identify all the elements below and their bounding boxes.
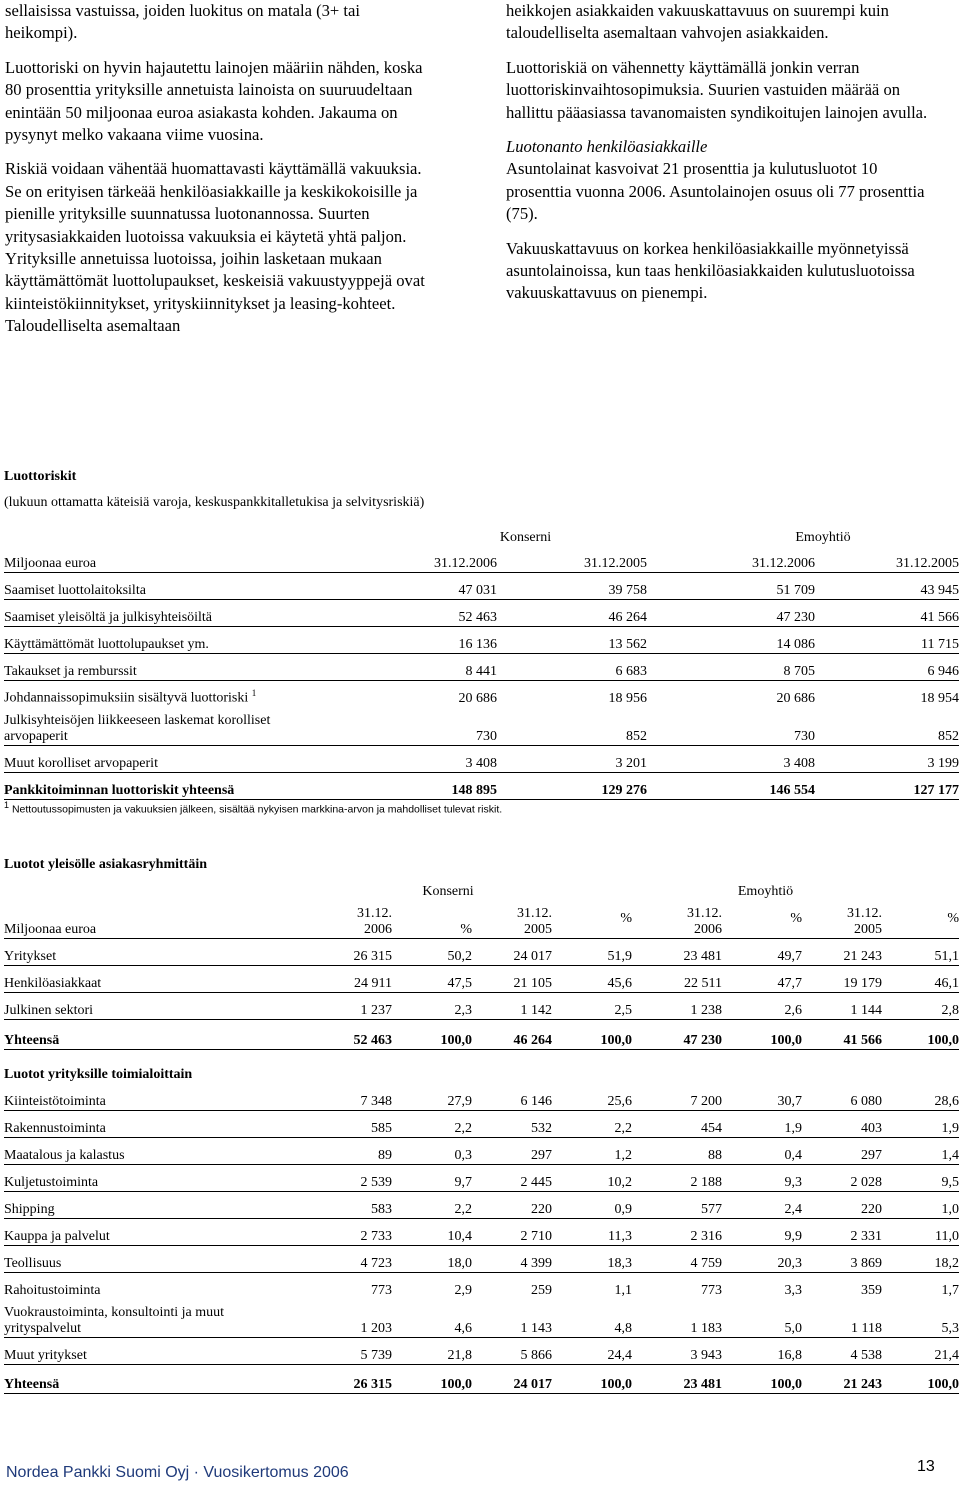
table-row (4, 1083, 959, 1110)
cell: 9,9 (722, 1218, 802, 1245)
cell: 46 264 (497, 599, 647, 626)
table-section-title: Luotot yrityksille toimialoittain (4, 1067, 193, 1082)
table-section-title-row (4, 1049, 959, 1083)
credit-risk-table-block (4, 468, 959, 800)
cell: 16 136 (404, 626, 497, 653)
cell: 2,5 (552, 992, 632, 1019)
column-header-pct: % (722, 900, 802, 938)
cell: 21 243 (802, 938, 882, 965)
row-label: Maatalous ja kalastus (4, 1137, 304, 1164)
column-header-pct: % (552, 900, 632, 938)
table-row (4, 1191, 959, 1218)
cell: 1 118 (802, 1299, 882, 1337)
group-label-emoyhtio: Emoyhtiö (737, 884, 794, 899)
cell: 3 199 (815, 745, 959, 772)
cell: 2 733 (304, 1218, 392, 1245)
table-row (4, 1245, 959, 1272)
cell: 0,3 (392, 1137, 472, 1164)
cell: 2 710 (472, 1218, 552, 1245)
cell: 28,6 (882, 1083, 959, 1110)
cell: 24,4 (552, 1337, 632, 1364)
cell: 18 956 (608, 691, 647, 706)
loans-table-block (4, 856, 959, 1394)
cell: 43 945 (815, 572, 959, 599)
column-header (304, 900, 392, 938)
cell: 2 539 (304, 1164, 392, 1191)
cell: 1,9 (882, 1110, 959, 1137)
row-label: Kiinteistötoiminta (4, 1083, 304, 1110)
cell: 100,0 (392, 1019, 472, 1049)
table-group-header (4, 878, 959, 900)
table-row (4, 745, 959, 772)
table-row (4, 680, 959, 707)
cell: 89 (304, 1137, 392, 1164)
row-label: Saamiset yleisöltä ja julkisyhteisöiltä (4, 599, 404, 626)
cell: 100,0 (552, 1019, 632, 1049)
cell: 47 031 (404, 572, 497, 599)
cell: 41 566 (802, 1019, 882, 1049)
cell: 51,1 (882, 938, 959, 965)
cell: 45,6 (552, 965, 632, 992)
cell: 773 (701, 1283, 722, 1298)
table-total-row (4, 1364, 959, 1393)
cell: 88 (632, 1137, 722, 1164)
column-header (632, 900, 722, 938)
table-row (4, 1110, 959, 1137)
cell: 24 017 (472, 938, 552, 965)
date-top: 31.12. (357, 905, 392, 921)
footnote-text: Nettoutussopimusten ja vakuuksien jälkeen, sisältää nykyisen markkina-arvon ja mahdolliset tulevat riskit. (11, 803, 503, 816)
cell: 22 511 (632, 965, 722, 992)
cell: 26 315 (304, 938, 392, 965)
cell: 5 866 (472, 1337, 552, 1364)
cell: 4,6 (392, 1299, 472, 1337)
cell: 4 723 (304, 1245, 392, 1272)
left-paragraph-2: Luottoriski on hyvin hajautettu lainojen määriin nähden, koska 80 prosenttia yrityksille annetuista lainoista on suuruudeltaan enintään 50 miljoonaa euroa asiakasta kohden. Jakauma on pysynyt melko vakaana viime vuosina. (5, 57, 423, 145)
unit-label: Miljoonaa euroa (4, 900, 304, 938)
cell: 4 538 (802, 1337, 882, 1364)
row-label: Yhteensä (4, 1364, 304, 1393)
table-row (4, 653, 959, 680)
row-label: Pankkitoiminnan luottoriskit yhteensä (4, 772, 404, 799)
cell: 30,7 (722, 1083, 802, 1110)
cell: 2,6 (722, 992, 802, 1019)
cell: 8 705 (647, 653, 815, 680)
cell: 100,0 (552, 1364, 632, 1393)
column-header: 31.12.2006 (647, 546, 815, 572)
cell: 852 (497, 707, 647, 745)
cell: 20,3 (722, 1245, 802, 1272)
cell: 359 (861, 1283, 882, 1298)
row-label: Kuljetustoiminta (4, 1164, 304, 1191)
cell: 21,4 (882, 1337, 959, 1364)
cell: 2 028 (802, 1164, 882, 1191)
cell: 3 869 (802, 1245, 882, 1272)
row-label-line-1: Julkisyhteisöjen liikkeeseen laskemat korolliset (4, 712, 271, 728)
cell: 1 237 (304, 992, 392, 1019)
cell: 10,2 (552, 1164, 632, 1191)
cell: 50,2 (392, 938, 472, 965)
cell: 8 441 (404, 653, 497, 680)
cell: 1,4 (882, 1137, 959, 1164)
cell: 4,8 (552, 1299, 632, 1337)
cell: 5,3 (882, 1299, 959, 1337)
right-paragraph-2: Luottoriskiä on vähennetty käyttämällä jonkin verran luottoriskinvaihtosopimuksia. Suurien vastuiden määrää on hallittu pääasiassa tavanomaisten syndikoitujen lainojen avulla. (506, 57, 928, 122)
row-label: Yritykset (4, 938, 304, 965)
table-total-row (4, 1019, 959, 1049)
cell: 852 (815, 707, 959, 745)
cell: 21,8 (392, 1337, 472, 1364)
cell: 3 408 (404, 745, 497, 772)
right-paragraph-3: Asuntolainat kasvoivat 21 prosenttia ja kulutusluotot 10 prosenttia vuonna 2006. Asuntolainojen osuus oli 77 prosenttia (75). (506, 159, 925, 224)
cell: 2,4 (722, 1191, 802, 1218)
cell: 52 463 (404, 599, 497, 626)
section-heading-henkiloasiakkaat: Luotonanto henkilöasiakkaille (506, 137, 708, 157)
cell: 14 086 (647, 626, 815, 653)
cell: 5 739 (304, 1337, 392, 1364)
credit-risk-table (4, 520, 959, 800)
table-row (4, 572, 959, 599)
cell: 10,4 (392, 1218, 472, 1245)
cell: 2,9 (454, 1283, 472, 1298)
cell: 100,0 (722, 1019, 802, 1049)
cell: 52 463 (304, 1019, 392, 1049)
row-label: Muut yritykset (4, 1337, 304, 1364)
cell: 1 142 (472, 992, 552, 1019)
cell: 18 954 (920, 691, 959, 706)
cell: 730 (647, 707, 815, 745)
table-group-header (4, 520, 959, 546)
cell: 1,7 (941, 1283, 959, 1298)
cell: 100,0 (882, 1364, 959, 1393)
page-number: 13 (917, 1458, 935, 1475)
cell: 41 566 (815, 599, 959, 626)
table-subtitle: (lukuun ottamatta käteisiä varoja, keskuspankkitalletukisa ja selvitysriskiä) (4, 495, 425, 510)
left-paragraph-1: sellaisissa vastuissa, joiden luokitus on matala (3+ tai heikompi). (5, 1, 361, 43)
year: 2006 (694, 921, 722, 937)
column-header-pct: % (882, 900, 959, 938)
date-top: 31.12. (517, 905, 552, 921)
cell: 23 481 (632, 1364, 722, 1393)
cell: 532 (472, 1110, 552, 1137)
table-row (4, 707, 959, 745)
cell: 220 (802, 1191, 882, 1218)
year: 2005 (854, 921, 882, 937)
cell: 773 (371, 1283, 392, 1298)
row-label (4, 1299, 304, 1337)
group-label-konserni: Konserni (499, 530, 552, 545)
cell: 49,7 (722, 938, 802, 965)
right-text-column (506, 0, 942, 305)
cell: 20 686 (776, 691, 815, 706)
cell: 2,2 (552, 1110, 632, 1137)
year: 2005 (524, 921, 552, 937)
row-label-line-2: arvopaperit (4, 728, 68, 744)
table-title: Luotot yleisölle asiakasryhmittäin (4, 857, 208, 872)
table-footnote (4, 800, 502, 816)
cell: 47 230 (647, 599, 815, 626)
cell: 3 943 (632, 1337, 722, 1364)
cell: 39 758 (497, 572, 647, 599)
cell: 9,5 (882, 1164, 959, 1191)
cell: 730 (404, 707, 497, 745)
cell: 1 144 (802, 992, 882, 1019)
cell: 148 895 (404, 772, 497, 799)
cell: 26 315 (304, 1364, 392, 1393)
cell: 27,9 (392, 1083, 472, 1110)
cell: 21 243 (802, 1364, 882, 1393)
row-label: Muut korolliset arvopaperit (4, 745, 404, 772)
row-label: Teollisuus (4, 1245, 304, 1272)
table-row (4, 965, 959, 992)
table-total-row (4, 772, 959, 799)
cell: 6 946 (815, 653, 959, 680)
row-label-line-1: Vuokraustoiminta, konsultointi ja muut (4, 1304, 225, 1320)
table-row (4, 992, 959, 1019)
table-row (4, 1218, 959, 1245)
cell: 577 (632, 1191, 722, 1218)
cell: 20 686 (458, 691, 497, 706)
table-row (4, 1337, 959, 1364)
column-header: 31.12.2006 (404, 546, 497, 572)
cell: 2 445 (472, 1164, 552, 1191)
cell: 25,6 (552, 1083, 632, 1110)
cell: 583 (304, 1191, 392, 1218)
cell: 3 201 (497, 745, 647, 772)
cell: 18,3 (552, 1245, 632, 1272)
date-top: 31.12. (687, 905, 722, 921)
row-label: Rahoitustoiminta (4, 1283, 101, 1298)
cell: 1,2 (552, 1137, 632, 1164)
row-label (4, 680, 404, 707)
cell: 19 179 (802, 965, 882, 992)
right-paragraph-4: Vakuuskattavuus on korkea henkilöasiakkaille myönnetyissä asuntolainoissa, kun taas henkilöasiakkaiden kulutusluotoissa vakuuskattavuus on pienempi. (506, 238, 915, 303)
table-row (4, 626, 959, 653)
cell: 1,1 (614, 1283, 632, 1298)
cell: 46,1 (882, 965, 959, 992)
table-row (4, 1137, 959, 1164)
cell: 1 143 (472, 1299, 552, 1337)
cell: 1 203 (304, 1299, 392, 1337)
left-text-column (5, 0, 435, 338)
cell: 585 (304, 1110, 392, 1137)
cell: 1 183 (632, 1299, 722, 1337)
row-label-line-2: yrityspalvelut (4, 1320, 81, 1336)
table-column-header (4, 546, 959, 572)
cell: 454 (632, 1110, 722, 1137)
column-header (472, 900, 552, 938)
right-paragraph-1: heikkojen asiakkaiden vakuuskattavuus on suurempi kuin taloudelliselta asemaltaan vahvojen asiakkaiden. (506, 1, 889, 43)
table-title: Luottoriskit (4, 469, 77, 484)
cell: 2 188 (632, 1164, 722, 1191)
cell: 5,0 (722, 1299, 802, 1337)
cell: 21 105 (472, 965, 552, 992)
row-label: Rakennustoiminta (4, 1110, 304, 1137)
cell: 100,0 (392, 1364, 472, 1393)
cell: 2 331 (802, 1218, 882, 1245)
unit-label: Miljoonaa euroa (4, 546, 404, 572)
cell: 0,9 (552, 1191, 632, 1218)
table-row (4, 1164, 959, 1191)
left-paragraph-3: Riskiä voidaan vähentää huomattavasti käyttämällä vakuuksia. Se on erityisen tärkeää henkilöasiakkaille ja keskikokoisille ja pienille yrityksille suunnatussa luotonannossa. Suurten yritysasiakkaiden luotoissa vakuuksia ei käytetä yhtä paljon. Yrityksille annetuissa luotoissa, joihin lasketaan mukaan käyttämättömät luottolupaukset, keskeisiä vakuustyyppejä ovat kiinteistökiinnitykset, yrityskiinnitykset ja leasing-kohteet. Taloudelliselta asemaltaan (5, 159, 425, 336)
footnote-number: 1 (4, 800, 10, 810)
cell: 1,0 (882, 1191, 959, 1218)
loans-by-customer-group-table (4, 878, 959, 1394)
row-label: Henkilöasiakkaat (4, 965, 304, 992)
cell: 23 481 (632, 938, 722, 965)
row-label: Käyttämättömät luottolupaukset ym. (4, 626, 404, 653)
cell: 2 316 (632, 1218, 722, 1245)
date-top: 31.12. (847, 905, 882, 921)
cell: 3 408 (647, 745, 815, 772)
cell: 127 177 (815, 772, 959, 799)
table-row (4, 1299, 959, 1337)
cell: 24 911 (304, 965, 392, 992)
table-row (4, 599, 959, 626)
column-header: 31.12.2005 (815, 546, 959, 572)
cell: 11,3 (552, 1218, 632, 1245)
cell: 4 759 (632, 1245, 722, 1272)
cell: 47 230 (632, 1019, 722, 1049)
table-row (4, 1272, 959, 1299)
cell: 9,7 (392, 1164, 472, 1191)
cell: 2,8 (882, 992, 959, 1019)
row-label: Yhteensä (4, 1019, 304, 1049)
cell: 2,3 (392, 992, 472, 1019)
cell: 297 (472, 1137, 552, 1164)
cell: 11 715 (815, 626, 959, 653)
cell: 100,0 (722, 1364, 802, 1393)
cell: 18,0 (392, 1245, 472, 1272)
cell: 7 200 (632, 1083, 722, 1110)
cell: 1 238 (632, 992, 722, 1019)
table-column-header (4, 900, 959, 938)
cell: 24 017 (472, 1364, 552, 1393)
cell: 2,2 (392, 1110, 472, 1137)
cell: 7 348 (304, 1083, 392, 1110)
cell: 129 276 (497, 772, 647, 799)
row-label: Takaukset ja remburssit (4, 653, 404, 680)
column-header-pct: % (392, 900, 472, 938)
cell: 1,9 (722, 1110, 802, 1137)
cell: 259 (531, 1283, 552, 1298)
row-label-text: Johdannaissopimuksiin sisältyvä luottoriski (4, 691, 249, 706)
cell: 51,9 (552, 938, 632, 965)
column-header (802, 900, 882, 938)
cell: 6 683 (497, 653, 647, 680)
year: 2006 (364, 921, 392, 937)
cell: 46 264 (472, 1019, 552, 1049)
cell: 2,2 (392, 1191, 472, 1218)
table-row (4, 938, 959, 965)
cell: 100,0 (882, 1019, 959, 1049)
cell: 4 399 (472, 1245, 552, 1272)
cell: 11,0 (882, 1218, 959, 1245)
cell: 0,4 (722, 1137, 802, 1164)
row-label (4, 707, 404, 745)
cell: 297 (802, 1137, 882, 1164)
row-label: Saamiset luottolaitoksilta (4, 572, 404, 599)
group-label-emoyhtio: Emoyhtiö (795, 530, 851, 545)
row-label: Julkinen sektori (4, 992, 304, 1019)
footnote-marker: 1 (251, 688, 257, 699)
row-label: Kauppa ja palvelut (4, 1218, 304, 1245)
column-header: 31.12.2005 (497, 546, 647, 572)
group-label-konserni: Konserni (422, 884, 474, 899)
cell: 13 562 (497, 626, 647, 653)
row-label: Shipping (4, 1191, 304, 1218)
cell: 146 554 (647, 772, 815, 799)
cell: 18,2 (882, 1245, 959, 1272)
cell: 6 080 (802, 1083, 882, 1110)
cell: 51 709 (647, 572, 815, 599)
cell: 6 146 (472, 1083, 552, 1110)
cell: 47,7 (722, 965, 802, 992)
cell: 47,5 (392, 965, 472, 992)
cell: 3,3 (784, 1283, 802, 1298)
cell: 220 (472, 1191, 552, 1218)
footer-publisher: Nordea Pankki Suomi Oyj · Vuosikertomus 2006 (6, 1464, 349, 1481)
cell: 9,3 (722, 1164, 802, 1191)
cell: 403 (802, 1110, 882, 1137)
cell: 16,8 (722, 1337, 802, 1364)
